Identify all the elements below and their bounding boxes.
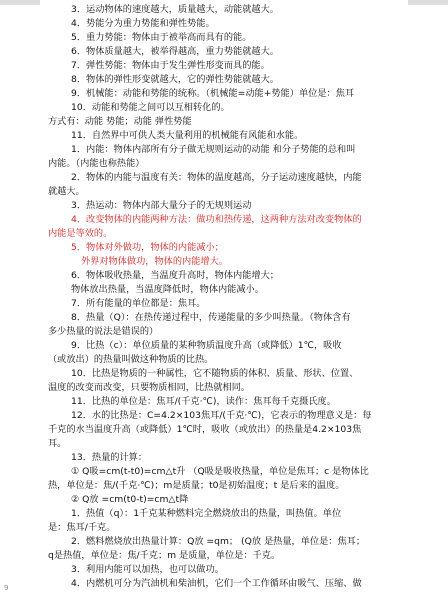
text-line: 11．自然界中可供人类大量利用的机械能有风能和水能。	[71, 130, 304, 141]
top-shadow-right	[408, 0, 448, 5]
text-line: 12．水的比热是：C=4.2×103焦耳/(千克·℃)，它表示的物理意义是：每	[71, 410, 372, 421]
text-line: 是：焦耳/千克。	[48, 522, 116, 533]
text-line: 内能。（内能也称热能）	[48, 158, 145, 169]
text-line: 热，单位是：焦/(千克·℃)；m是质量；t0是初始温度；t 是后来的温度。	[48, 480, 345, 491]
text-line: 9．比热（c）：单位质量的某种物质温度升高（或降低）1℃，吸收	[71, 340, 342, 351]
text-line: 11．比热的单位是：焦耳/(千克·℃)，读作：焦耳每千克摄氏度。	[71, 396, 336, 407]
text-line: 13．热量的计算：	[71, 452, 148, 463]
text-line: 5．重力势能：物体由于被举高而具有的能。	[71, 32, 252, 43]
text-line: 7．弹性势能：物体由于发生弹性形变而具的能。	[71, 60, 270, 71]
text-line: 多少热量的说法是错误的）	[48, 326, 159, 337]
text-line: 2．燃料燃烧放出热量计算：Q放 =qm； (Q放 是热量，单位是：焦耳；	[71, 536, 366, 547]
text-line: 内能是等效的。	[48, 228, 113, 239]
text-line: 3．运动物体的速度越大，质量越大，动能就越大。	[71, 4, 279, 15]
text-line: 6．物体吸收热量，当温度升高时，物体内能增大；	[71, 270, 279, 281]
text-line: 外界对物体做功，物体的内能增大。	[81, 256, 228, 267]
text-line: 3．利用内能可以加热，也可以做功。	[71, 564, 224, 575]
text-line: 4．内燃机可分为汽油机和柴油机，它们一个工作循环由吸气、压缩、做	[71, 578, 362, 589]
text-line: 2．物体的内能与温度有关：物体的温度越高，分子运动速度越快，内能	[71, 172, 362, 183]
text-line: 7．所有能量的单位都是：焦耳。	[71, 298, 206, 309]
text-line: 耳。	[48, 438, 67, 449]
top-shadow-left	[0, 0, 40, 5]
text-line: 8．物体的弹性形变就越大，它的弹性势能就越大。	[71, 74, 279, 85]
page-number: 9	[4, 584, 9, 592]
text-line: ① Q吸=cm(t-t0)=cm△t升 （Q吸是吸收热量，单位是焦耳；c 是物体比	[71, 466, 369, 477]
text-line: 10．动能和势能之间可以互相转化的。	[71, 102, 230, 113]
text-line: 9．机械能：动能和势能的统称。（机械能=动能+势能）单位是：焦耳	[71, 88, 355, 99]
text-line: （或放出）的热量叫做这种物质的比热。	[48, 354, 214, 365]
text-line: 8．热量（Q）：在热传递过程中，传递能量的多少叫热量。（物体含有	[71, 312, 351, 323]
text-line: 物体放出热量，当温度降低时，物体内能减小。	[71, 284, 264, 295]
text-line: 千克的水当温度升高（或降低）1℃时，吸收（或放出）的热量是4.2×103焦	[48, 424, 362, 435]
text-line: 3．热运动：物体内部大量分子的无规则运动	[71, 200, 252, 211]
text-line: 1．内能：物体内部所有分子做无规则运动的动能 和分子势能的总和叫	[71, 144, 356, 155]
text-line: 方式有：动能 势能；动能 弹性势能	[48, 116, 192, 127]
text-line: 就越大。	[48, 186, 85, 197]
text-line: q是热值，单位是：焦/千克；m 是质量，单位是：千克。	[48, 550, 281, 561]
text-line: 5．物体对外做功，物体的内能减小；	[71, 242, 224, 253]
text-line: 10．比热是物质的一种属性，它不随物质的体积、质量、形状、位置、	[71, 368, 359, 379]
text-line: 4．改变物体的内能两种方法：做功和热传递，这两种方法对改变物体的	[71, 214, 362, 225]
text-line: 1．热值（q）：1千克某种燃料完全燃烧放出的热量，叫热值。单位	[71, 508, 342, 519]
text-line: 4．势能分为重力势能和弹性势能。	[71, 18, 215, 29]
text-line: ② Q放 =cm(t0-t)=cm△t降	[71, 494, 189, 505]
text-line: 6．物体质量越大，被举得越高，重力势能就越大。	[71, 46, 279, 57]
text-line: 温度的改变而改变，只要物质相同，比热就相同。	[48, 382, 251, 393]
